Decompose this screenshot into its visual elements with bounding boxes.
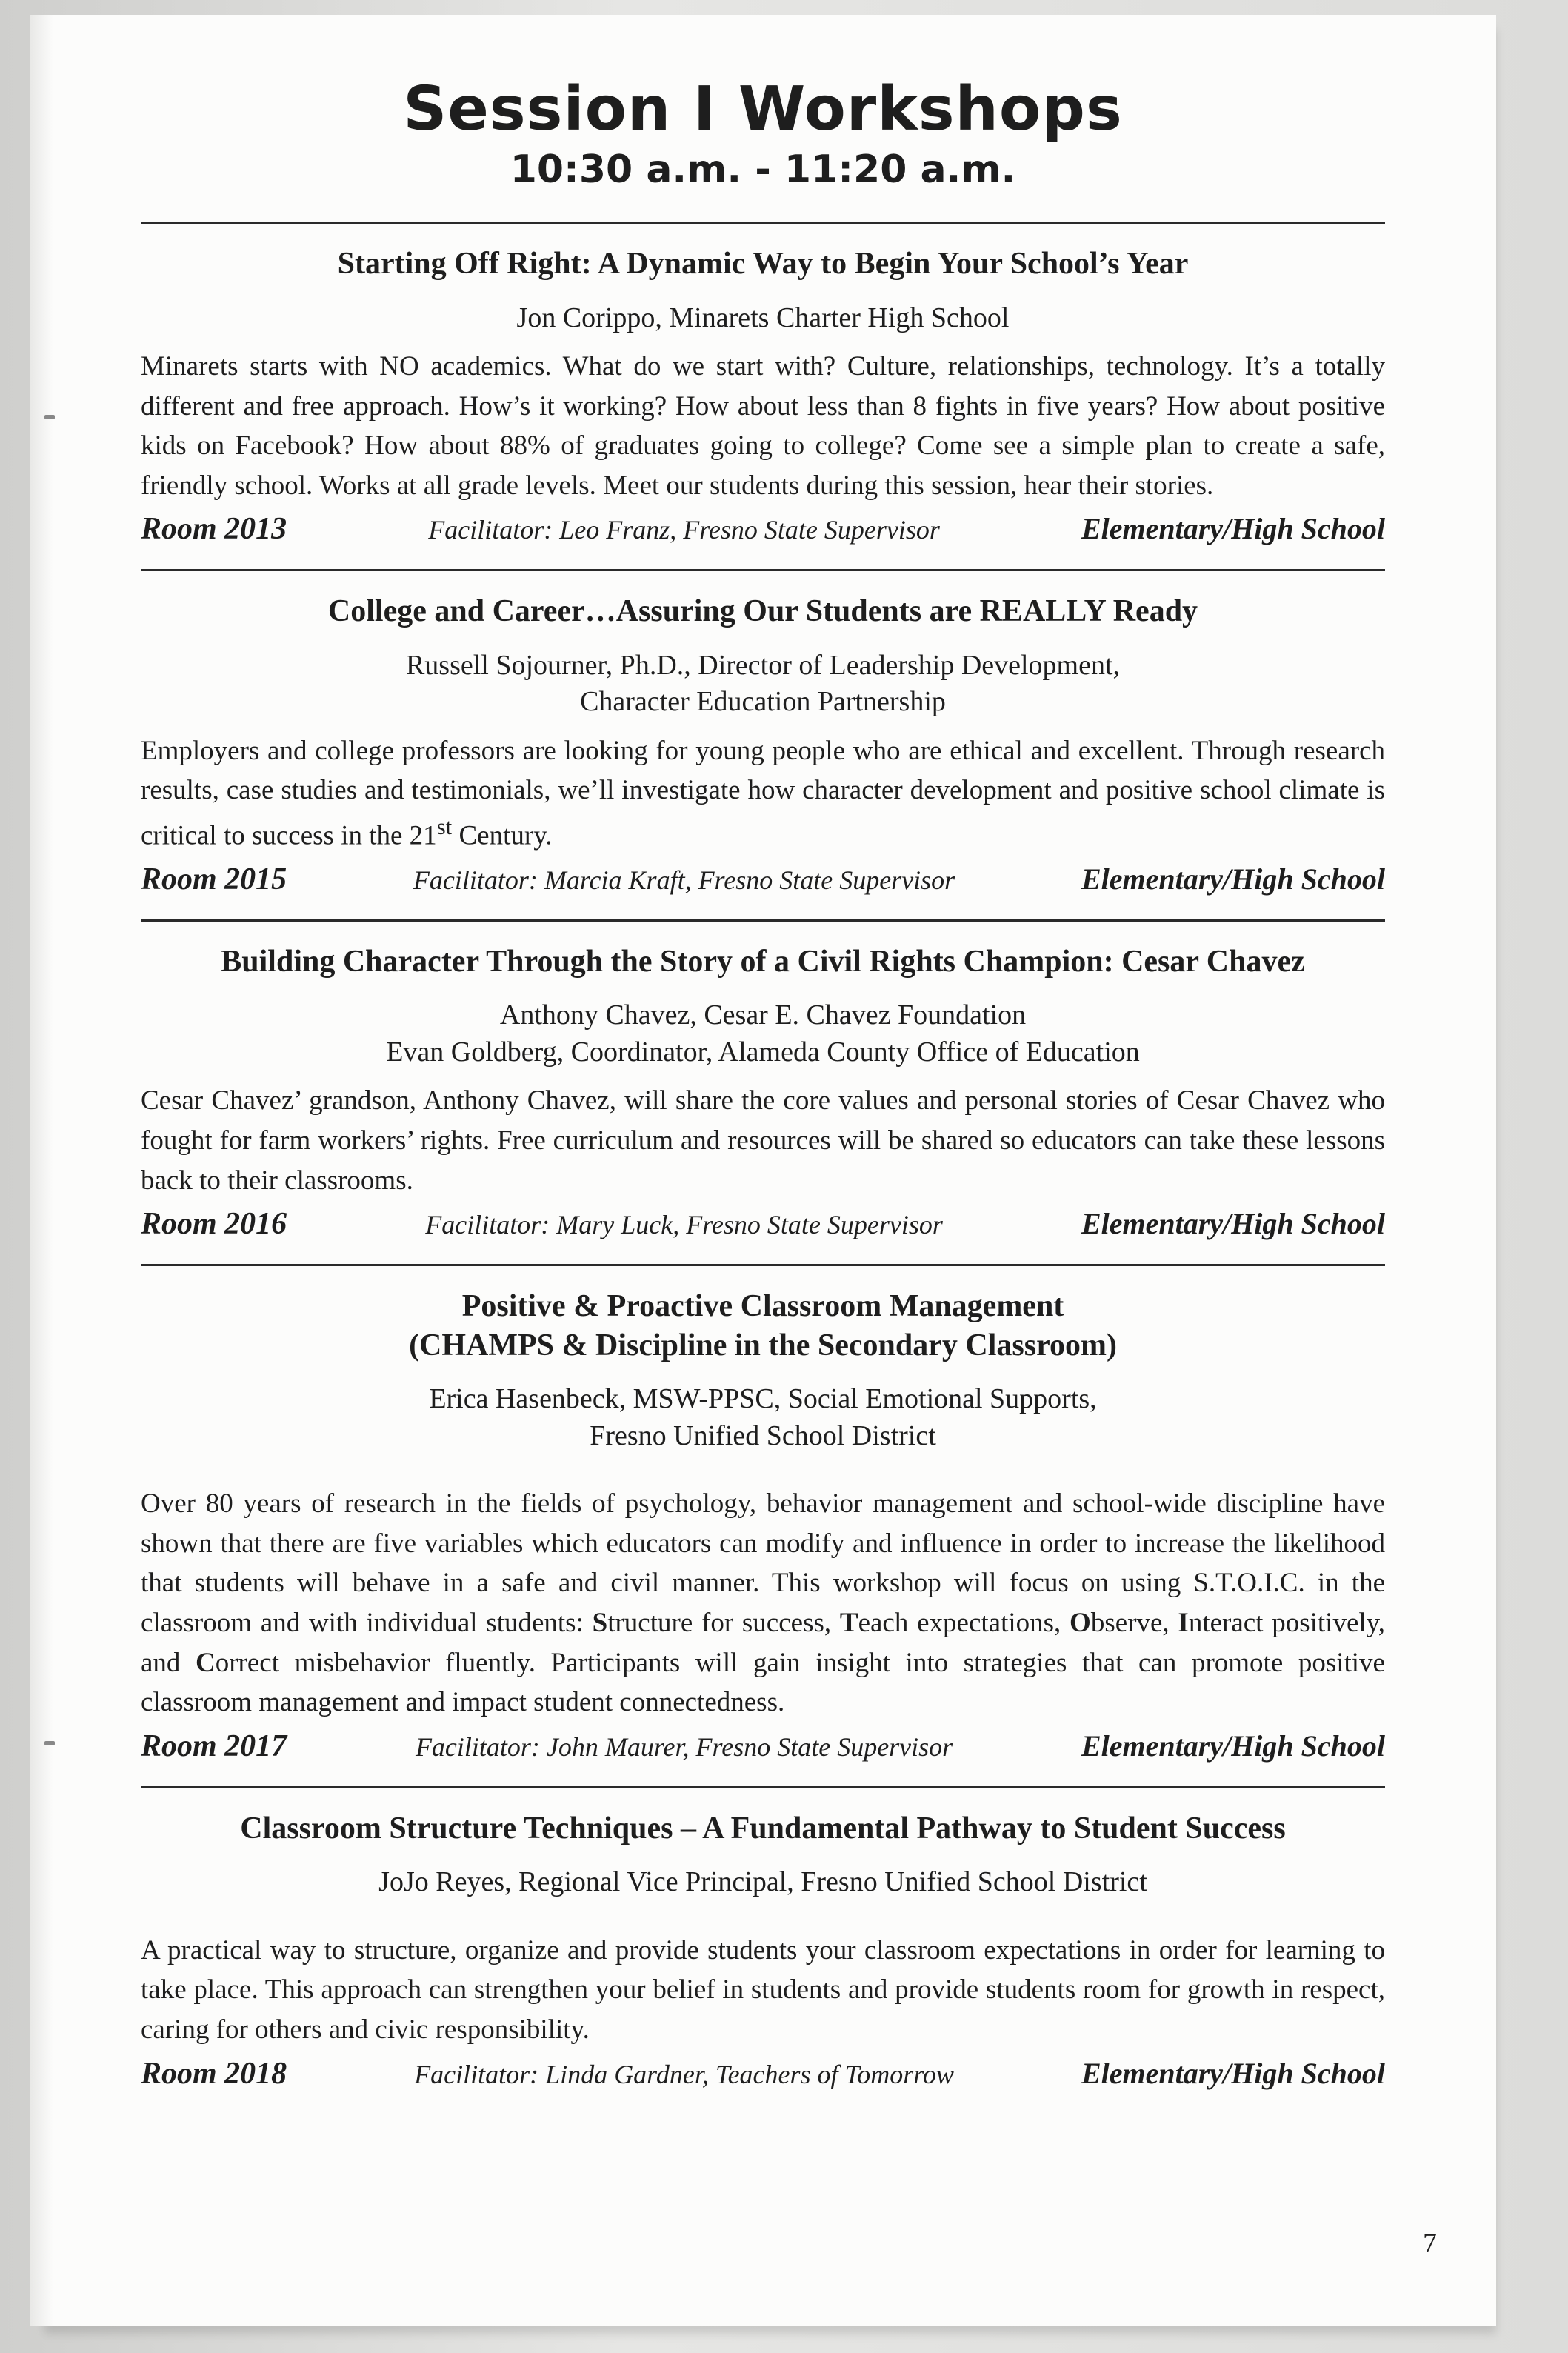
facilitator: Facilitator: Leo Franz, Fresno State Supervisor — [428, 515, 940, 545]
workshop-title: Starting Off Right: A Dynamic Way to Begin Your School’s Year — [337, 247, 1189, 281]
grade-level: Elementary/High School — [1081, 512, 1385, 546]
workshop-description — [141, 731, 1385, 856]
description-text: tructure for success, — [607, 1607, 840, 1638]
room-number: Room 2013 — [141, 512, 287, 547]
grade-level: Elementary/High School — [1081, 1728, 1385, 1763]
acronym-letter: I — [1178, 1607, 1189, 1638]
grade-level: Elementary/High School — [1081, 862, 1385, 896]
description-text: orrect misbehavior fluently. Participants will gain insight into strategies that can promote positive classroom management and impact student connectedness. — [141, 1647, 1385, 1718]
acronym-letter: T — [839, 1607, 858, 1638]
workshop-presenters — [141, 648, 1385, 721]
presenter-line: Fresno Unified School District — [590, 1420, 936, 1451]
workshop-description: Minarets starts with NO academics. What do we start with? Culture, relationships, technology. It’s a totally different and free approach. How’s it working? How about less than 8 fights in five years? How about positive kids on Facebook? How about 88% of graduates going to college? Come see a simple plan to create a safe, friendly school. Works at all grade levels. Meet our students during this session, hear their stories. — [141, 350, 1385, 501]
page-number: 7 — [1423, 2228, 1437, 2259]
facilitator: Facilitator: Marcia Kraft, Fresno State Supervisor — [413, 865, 955, 895]
room-number: Room 2015 — [141, 862, 287, 896]
workshop-entry — [141, 569, 1385, 919]
workshop-presenters — [141, 1381, 1385, 1454]
workshop-footer — [141, 1206, 1385, 1242]
presenter-line: Character Education Partnership — [580, 686, 946, 718]
description-text: bserve, — [1090, 1607, 1178, 1638]
workshop-description: A practical way to structure, organize and provide students your classroom expectations in order for learning to take place. This approach can strengthen your belief in students and provide students room for growth in respect, caring for others and civic responsibility. — [141, 1934, 1385, 2045]
room-number: Room 2016 — [141, 1207, 287, 1242]
presenter-line: Evan Goldberg, Coordinator, Alameda County Office of Education — [386, 1036, 1140, 1068]
workshop-footer — [141, 511, 1385, 547]
acronym-letter: S — [592, 1607, 608, 1638]
facilitator: Facilitator: John Maurer, Fresno State Supervisor — [415, 1731, 953, 1762]
ordinal-suffix: st — [436, 814, 453, 840]
page-title: Session I Workshops — [403, 74, 1123, 144]
title-line: (CHAMPS & Discipline in the Secondary Classroom) — [409, 1328, 1117, 1362]
acronym-letter: C — [196, 1647, 216, 1678]
workshop-description — [141, 1484, 1385, 1723]
acronym-letter: O — [1070, 1607, 1091, 1638]
description-text: Century. — [452, 820, 553, 851]
workshop-title: Building Character Through the Story of a Civil Rights Champion: Cesar Chavez — [221, 944, 1305, 979]
presenter-line: Anthony Chavez, Cesar E. Chavez Foundation — [499, 999, 1027, 1031]
staple-mark — [44, 415, 55, 419]
workshop-presenters — [141, 300, 1385, 336]
session-time: 10:30 a.m. - 11:20 a.m. — [510, 147, 1016, 192]
workshop-footer — [141, 862, 1385, 897]
workshop-presenters — [141, 1864, 1385, 1900]
workshop-presenters — [141, 997, 1385, 1071]
description-text: Over 80 years of research in the fields of psychology, behavior management and school-wide discipline have shown that there are five variables which educators can modify and influence in order to increase the likelihood that students will behave in a safe and civil manner. This workshop will focus on using S.T.O.I.C. in the classroom and with individual students: — [141, 1488, 1385, 1638]
presenter-line: Erica Hasenbeck, MSW-PPSC, Social Emotional Supports, — [429, 1383, 1097, 1415]
workshop-title — [141, 1287, 1385, 1365]
room-number: Room 2018 — [141, 2056, 287, 2091]
workshop-entry — [141, 919, 1385, 1264]
workshop-entry — [141, 1786, 1385, 2114]
presenter-line: Jon Corippo, Minarets Charter High School — [516, 302, 1010, 333]
booklet-spine — [30, 15, 53, 2326]
grade-level: Elementary/High School — [1081, 2056, 1385, 2090]
workshop-entry — [141, 1264, 1385, 1786]
description-text: each expectations, — [858, 1607, 1070, 1638]
workshop-title: College and Career…Assuring Our Students are REALLY Ready — [327, 594, 1198, 629]
workshop-entry — [141, 222, 1385, 569]
description-text: nteract positively, and — [141, 1607, 1386, 1678]
workshop-description: Cesar Chavez’ grandson, Anthony Chavez, will share the core values and personal stories of Cesar Chavez who fought for farm workers’ rights. Free curriculum and resources will be shared so educators can take these lessons back to their classrooms. — [141, 1085, 1385, 1196]
grade-level: Elementary/High School — [1081, 1207, 1385, 1241]
description-text: Employers and college professors are looking for young people who are ethical and excellent. Through research results, case studies and testimonials, we’ll investigate how character development and positive school climate is critical to success in the 21 — [141, 735, 1385, 851]
program-page — [30, 15, 1496, 2326]
facilitator: Facilitator: Mary Luck, Fresno State Supervisor — [425, 1210, 943, 1240]
room-number: Room 2017 — [141, 1728, 287, 1763]
staple-mark — [44, 1741, 55, 1745]
workshop-title: Classroom Structure Techniques – A Fundamental Pathway to Student Success — [240, 1811, 1286, 1846]
presenter-line: Russell Sojourner, Ph.D., Director of Leadership Development, — [405, 649, 1121, 681]
workshop-footer — [141, 2056, 1385, 2091]
presenter-line: JoJo Reyes, Regional Vice Principal, Fresno Unified School District — [378, 1866, 1147, 1898]
workshop-footer — [141, 1728, 1385, 1764]
facilitator: Facilitator: Linda Gardner, Teachers of Tomorrow — [414, 2059, 954, 2089]
title-line: Positive & Proactive Classroom Management — [461, 1289, 1064, 1324]
